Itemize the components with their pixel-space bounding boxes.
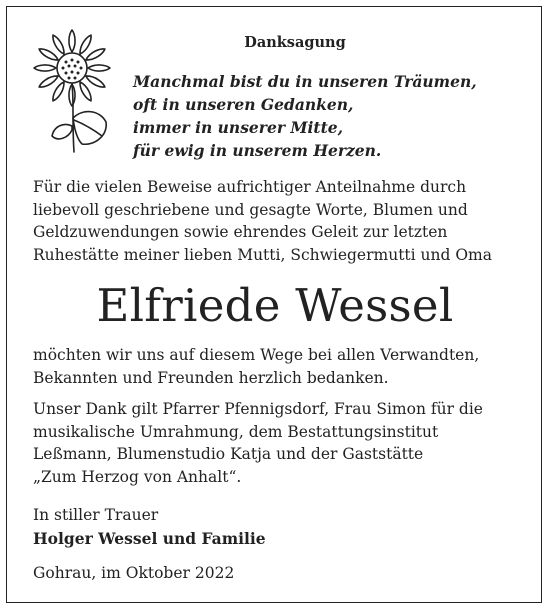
text-line: möchten wir uns auf diesem Wege bei allen Verwandten, [33, 346, 480, 364]
place-date: Gohrau, im Oktober 2022 [33, 564, 235, 582]
text-line: Ruhestätte meiner lieben Mutti, Schwiegermutti und Oma [33, 245, 492, 264]
text-line: Geldzuwendungen sowie ehrendes Geleit zur letzten [33, 223, 448, 241]
text-line: liebevoll geschriebene und gesagte Worte, Blumen und [33, 200, 468, 219]
poem-verse [133, 70, 477, 162]
text-line: Unser Dank gilt Pfarrer Pfennigsdorf, Frau Simon für die [33, 400, 483, 418]
deceased-name: Elfriede Wessel [96, 279, 454, 332]
notice-title: Danksagung [244, 34, 346, 51]
poem-line: Manchmal bist du in unseren Träumen, [133, 72, 477, 91]
text-line: Für die vielen Beweise aufrichtiger Anteilnahme durch [33, 178, 467, 196]
text-line: Leßmann, Blumenstudio Katja und der Gaststätte [33, 445, 424, 463]
text-line: „Zum Herzog von Anhalt“. [33, 467, 242, 486]
poem-line: oft in unseren Gedanken, [133, 95, 354, 114]
family-name: Holger Wessel und Familie [33, 529, 266, 548]
poem-line: immer in unserer Mitte, [133, 118, 344, 137]
text-line: Bekannten und Freunden herzlich bedanken. [33, 368, 389, 387]
special-thanks-paragraph [33, 398, 533, 488]
mourning-text: In stiller Trauer [33, 506, 159, 524]
intro-paragraph [33, 176, 533, 266]
thanks-paragraph [33, 344, 533, 389]
text-line: musikalische Umrahmung, dem Bestattungsinstitut [33, 422, 439, 441]
poem-line: für ewig in unserem Herzen. [133, 141, 382, 160]
signature-block [33, 504, 266, 550]
